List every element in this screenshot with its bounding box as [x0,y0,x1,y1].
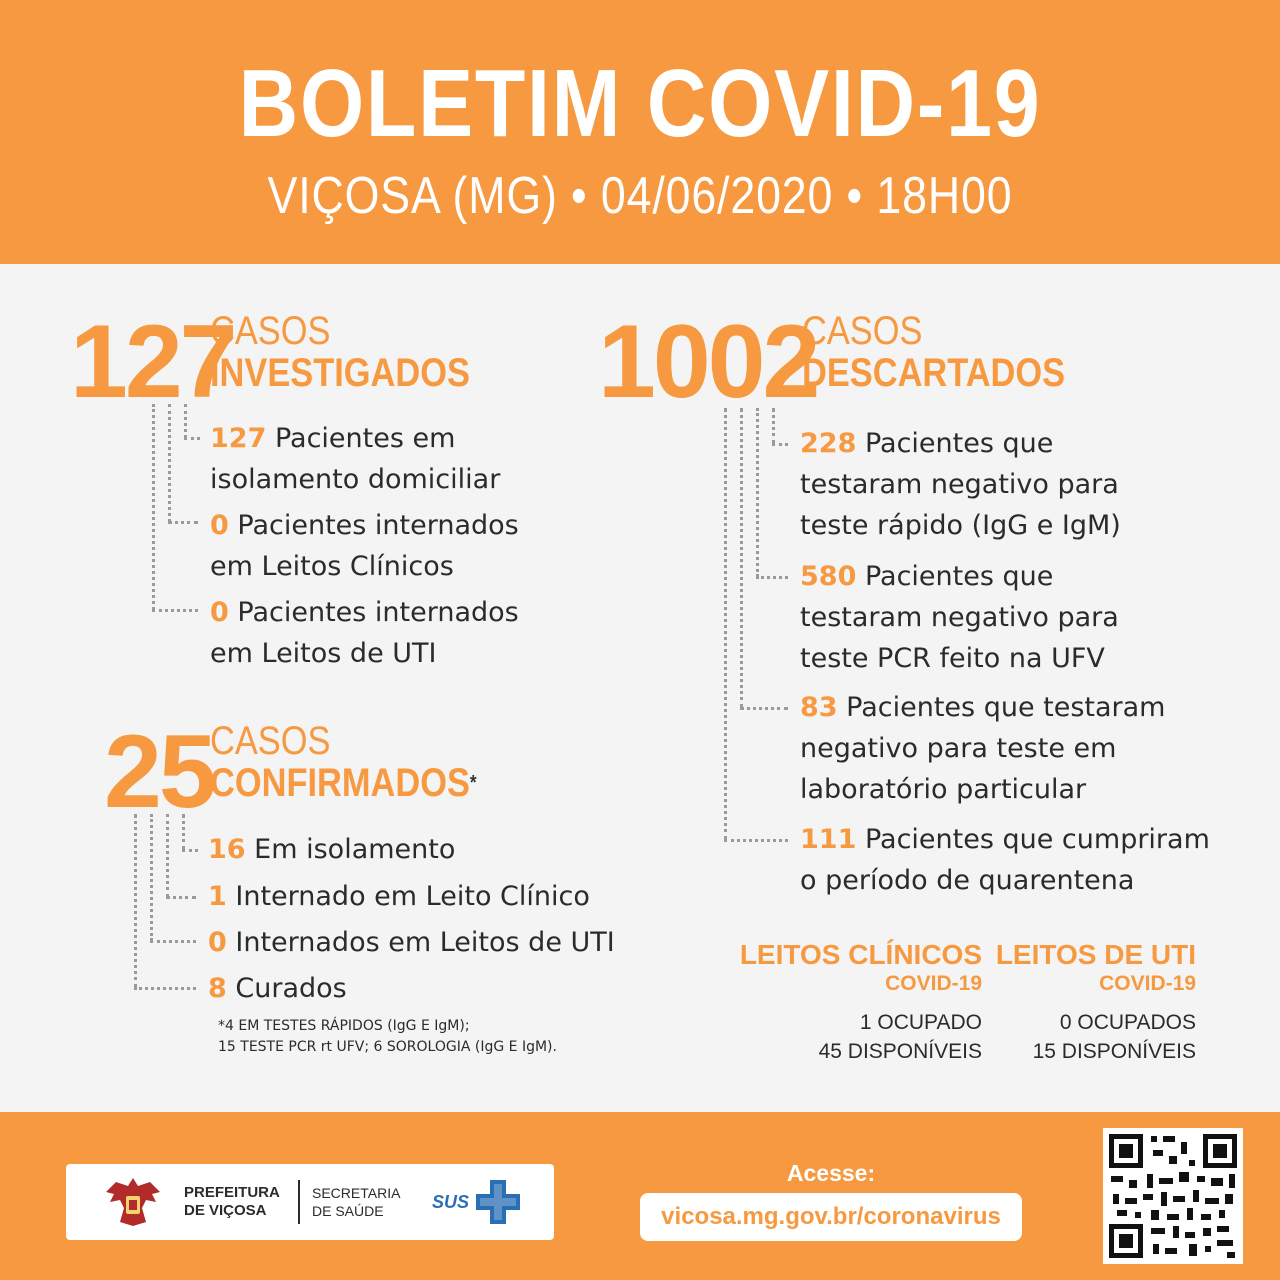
tree-connector [150,940,196,943]
confirmed-item-text: Internados em Leitos de UTI [226,927,615,958]
investigated-label-line2: INVESTIGADOS [210,351,470,395]
discarded-item-number: 111 [800,824,857,855]
icu-beds-subtitle: COVID-19 [1099,972,1196,995]
discarded-item-text: testaram negativo para [800,469,1119,500]
tree-connector [182,814,185,850]
icu-beds-available: 15 DISPONÍVEIS [1032,1040,1196,1063]
logos-panel [66,1164,554,1240]
tree-connector [740,408,743,708]
investigated-label-line1: CASOS [210,309,331,353]
discarded-item [800,819,1210,901]
secretaria-name [312,1184,400,1220]
discarded-item [800,556,1119,679]
clinical-beds-occupied: 1 OCUPADO [859,1011,982,1034]
investigated-item-text: Pacientes internados [228,597,519,628]
tree-connector [724,839,788,842]
tree-connector [166,896,196,899]
confirmed-footnote [218,1016,557,1058]
discarded-item-text: teste rápido (IgG e IgM) [800,510,1121,541]
confirmed-count: 25 [104,714,214,830]
confirmed-item-text: Em isolamento [245,834,456,865]
tree-connector [182,849,198,852]
investigated-item-text: em Leitos Clínicos [210,551,454,582]
tree-connector [756,408,759,577]
investigated-count: 127 [70,304,235,420]
discarded-label-line2: DESCARTADOS [802,351,1066,395]
header-banner [0,0,1280,264]
footnote-line: 15 TESTE PCR rt UFV; 6 SOROLOGIA (IgG E IgM). [218,1039,557,1055]
clinical-beds [740,940,982,1066]
tree-connector [134,814,137,988]
icu-beds-occupied: 0 OCUPADOS [1059,1011,1196,1034]
confirmed-label-text: CONFIRMADOS [210,761,470,805]
discarded-item-text: o período de quarentena [800,865,1135,896]
confirmed-label-line2 [210,762,477,804]
confirmed-item [208,968,347,1009]
investigated-item-number: 127 [210,423,267,454]
bulletin-subtitle: VIÇOSA (MG) • 04/06/2020 • 18H00 [267,167,1013,225]
discarded-item [800,423,1121,546]
tree-connector [168,404,171,522]
discarded-item-number: 228 [800,428,857,459]
city-crest-icon [102,1174,164,1230]
bulletin-title: BOLETIM COVID-19 [238,50,1042,157]
discarded-count: 1002 [598,304,818,420]
investigated-item-text: isolamento domiciliar [210,464,501,495]
tree-connector [150,814,153,941]
qr-code[interactable] [1103,1128,1243,1264]
icu-beds [996,940,1196,1066]
clinical-beds-available: 45 DISPONÍVEIS [818,1040,982,1063]
confirmed-item [208,876,590,917]
discarded-item [800,687,1165,810]
confirmed-label [210,720,520,804]
qr-code-icon [1103,1128,1243,1264]
tree-connector [772,408,775,444]
confirmed-item-number: 16 [208,834,246,865]
confirmed-item-number: 8 [208,973,227,1004]
discarded-item-text: testaram negativo para [800,602,1119,633]
discarded-item-number: 83 [800,692,838,723]
investigated-item-text: Pacientes internados [228,510,519,541]
prefeitura-line: DE VIÇOSA [184,1202,267,1219]
discarded-item-text: Pacientes que testaram [837,692,1166,723]
discarded-item-text: Pacientes que cumpriram [856,824,1210,855]
tree-connector [152,404,155,610]
confirmed-item [208,829,455,870]
discarded-label [802,310,1108,394]
confirmed-item [208,922,615,963]
discarded-item-text: teste PCR feito na UFV [800,643,1105,674]
tree-connector [184,437,200,440]
sus-cross-icon [474,1178,522,1226]
tree-connector [756,576,788,579]
confirmed-item-number: 1 [208,881,227,912]
secretaria-line: SECRETARIA [312,1185,401,1201]
investigated-item-text: Pacientes em [266,423,456,454]
tree-connector [772,443,788,446]
investigated-label [210,310,512,394]
website-link[interactable]: vicosa.mg.gov.br/coronavirus [640,1193,1022,1241]
discarded-item-number: 580 [800,561,857,592]
tree-connector [166,814,169,897]
tree-connector [724,408,727,840]
investigated-item [210,592,519,674]
investigated-item [210,418,500,500]
investigated-item-text: em Leitos de UTI [210,638,437,669]
confirmed-label-line1: CASOS [210,719,331,763]
investigated-item [210,505,519,587]
clinical-beds-subtitle: COVID-19 [885,972,982,995]
prefeitura-line: PREFEITURA [184,1184,280,1201]
confirmed-item-text: Internado em Leito Clínico [226,881,590,912]
tree-connector [134,987,196,990]
confirmed-item-number: 0 [208,927,227,958]
secretaria-line: DE SAÚDE [312,1203,384,1219]
tree-connector [184,404,187,438]
tree-connector [740,707,788,710]
access-label: Acesse: [786,1160,876,1186]
confirmed-item-text: Curados [226,973,347,1004]
discarded-item-text: laboratório particular [800,774,1087,805]
discarded-item-text: Pacientes que [856,561,1054,592]
footnote-asterisk: * [469,772,477,794]
discarded-item-text: negativo para teste em [800,733,1117,764]
tree-connector [152,609,198,612]
discarded-label-line1: CASOS [802,309,923,353]
divider [298,1180,300,1224]
footnote-line: *4 EM TESTES RÁPIDOS (IgG E IgM); [218,1018,470,1034]
tree-connector [168,521,198,524]
icu-beds-title: LEITOS DE UTI [995,939,1196,970]
investigated-item-number: 0 [210,597,229,628]
discarded-item-text: Pacientes que [856,428,1054,459]
investigated-item-number: 0 [210,510,229,541]
prefeitura-name [184,1184,280,1220]
clinical-beds-title: LEITOS CLÍNICOS [739,939,982,970]
sus-logo-text: SUS [432,1192,470,1212]
